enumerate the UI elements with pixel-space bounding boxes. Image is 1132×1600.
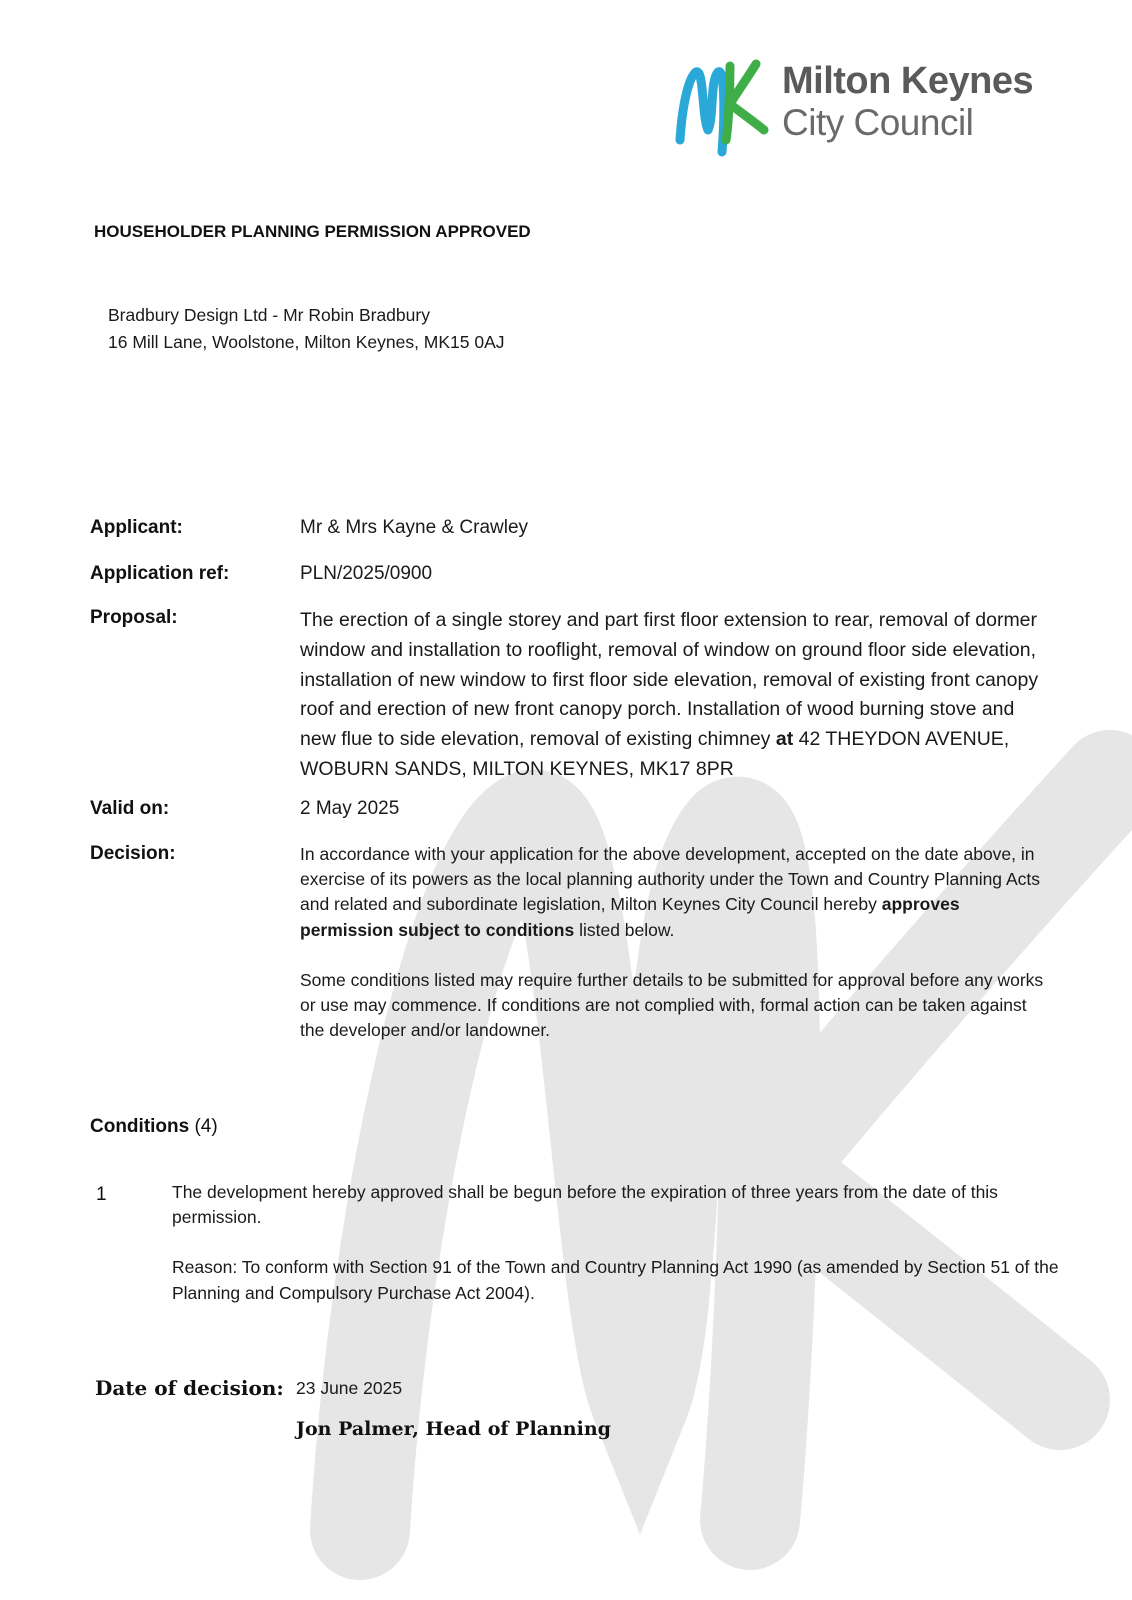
council-name-line2: City Council — [782, 102, 974, 143]
document-title: HOUSEHOLDER PLANNING PERMISSION APPROVED — [94, 222, 531, 241]
proposal-text — [300, 606, 1050, 785]
decision-label: Decision: — [90, 843, 176, 864]
valid-on-value: 2 May 2025 — [300, 798, 400, 819]
decision-p1-bold: approves permission subject to conditions — [300, 894, 960, 940]
condition-text: The development hereby approved shall be begun before the expiration of three years from the date of this permission. — [172, 1182, 998, 1228]
application-ref-label: Application ref: — [90, 563, 230, 584]
mk-watermark — [300, 700, 1132, 1580]
proposal-at: at — [775, 728, 794, 751]
conditions-count: (4) — [194, 1116, 218, 1137]
proposal-site-address: 42 THEYDON AVENUE, WOBURN SANDS, MILTON KEYNES, MK17 8PR — [300, 728, 1010, 780]
addressee-address: 16 Mill Lane, Woolstone, Milton Keynes, MK15 0AJ — [108, 332, 505, 352]
decision-p1-end: listed below. — [579, 919, 675, 940]
applicant-value: Mr & Mrs Kayne & Crawley — [300, 517, 529, 538]
condition-item — [172, 1180, 1062, 1331]
proposal-description: The erection of a single storey and part first floor extension to rear, removal of dormer window and installation to rooflight, removal of window on ground floor side elevation, installation of new window to first floor side elevation, removal of existing front canopy roof and erection of new front canopy porch. Installation of wood burning stove and new flue to side elevation, removal of existing chimney — [300, 609, 1039, 751]
condition-reason: Reason: To conform with Section 91 of the Town and Country Planning Act 1990 (as amended by Section 51 of the Planning and Compulsory Purchase Act 2004). — [172, 1257, 1059, 1303]
council-name-line1: Milton Keynes — [782, 60, 1034, 102]
condition-number: 1 — [96, 1184, 107, 1205]
addressee-block — [108, 302, 505, 356]
decision-text — [300, 842, 1050, 1068]
valid-on-label: Valid on: — [90, 798, 170, 819]
decision-p1-start: In accordance with your application for the above development, accepted on the date above, in exercise of its powers as the local planning authority under the Town and Country Planning Acts and related and subordinate legislation, Milton Keynes City Council hereby — [300, 844, 1040, 915]
decision-paragraph-2: Some conditions listed may require further details to be submitted for approval before any works or use may commence. If conditions are not complied with, formal action can be taken against the developer and/or landowner. — [300, 969, 1044, 1041]
conditions-heading-label: Conditions — [90, 1116, 190, 1137]
signatory: Jon Palmer, Head of Planning — [296, 1418, 611, 1440]
date-of-decision-value: 23 June 2025 — [296, 1378, 403, 1398]
date-of-decision-label: Date of decision: — [95, 1376, 284, 1400]
proposal-label: Proposal: — [90, 607, 178, 628]
addressee-name: Bradbury Design Ltd - Mr Robin Bradbury — [108, 305, 430, 325]
council-logo — [672, 58, 1072, 158]
application-ref-value: PLN/2025/0900 — [300, 563, 433, 584]
decision-paragraph-1 — [300, 842, 1050, 943]
conditions-heading — [90, 1116, 218, 1138]
mk-logo-icon — [672, 58, 784, 158]
applicant-label: Applicant: — [90, 517, 183, 538]
